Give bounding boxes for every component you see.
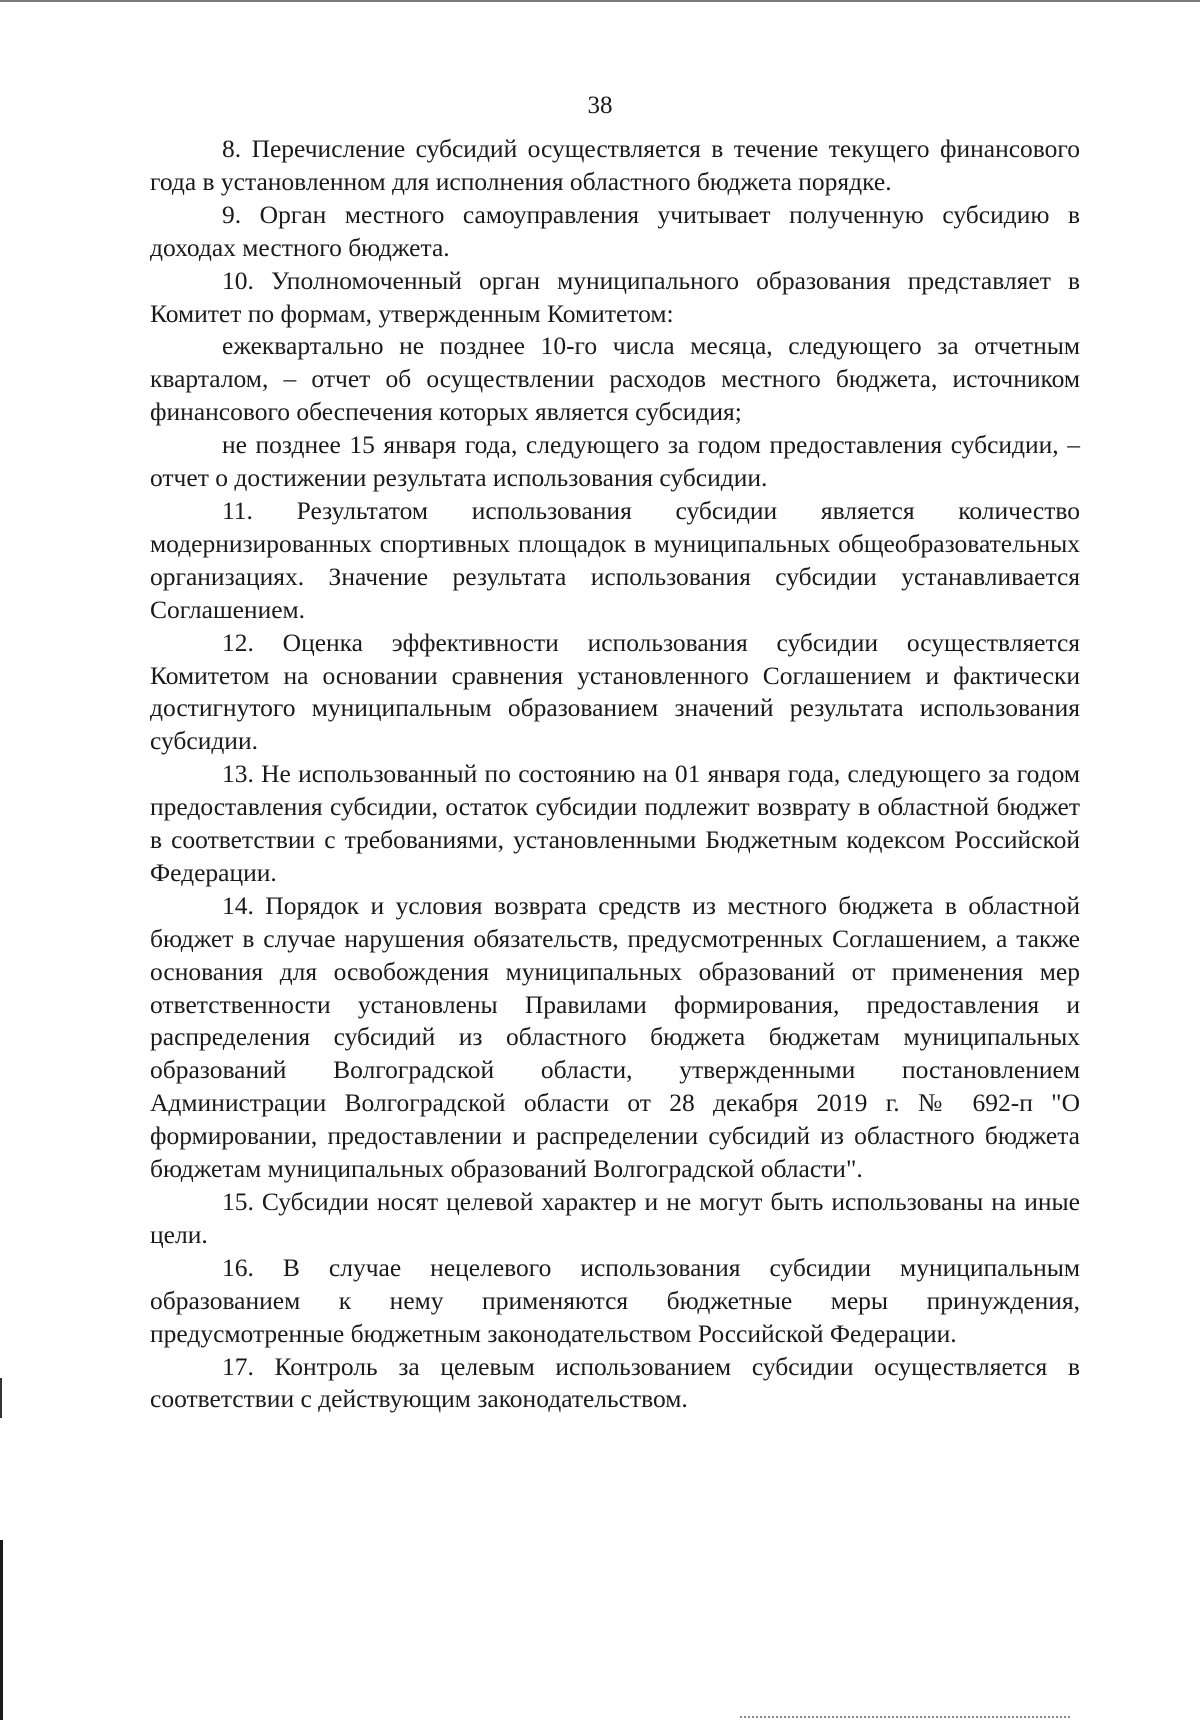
paragraph-17: 17. Контроль за целевым использованием субсидии осуществляется в соответствии с действующим законодательством. (150, 1351, 1080, 1414)
scan-edge-left (0, 1540, 3, 1720)
paragraph-13: 13. Не использованный по состоянию на 01 января года, следующего за годом предоставления субсидии, остаток субсидии подлежит возврату в областной бюджет в соответствии с требованиями, установленными Бюджетным кодексом Российской Федерации. (150, 759, 1080, 887)
paragraph-10-annual: не позднее 15 января года, следующего за годом предоставления субсидии, – отчет о достижении результата использования субсидии. (150, 430, 1080, 493)
scan-edge-bottom (740, 1716, 1070, 1720)
scan-edge-left-mark (0, 1378, 2, 1418)
scan-edge-top (0, 0, 1200, 2)
paragraph-9: 9. Орган местного самоуправления учитывает полученную субсидию в доходах местного бюджета. (150, 199, 1080, 262)
paragraph-8: 8. Перечисление субсидий осуществляется в течение текущего финансового года в установленном для исполнения областного бюджета порядке. (150, 134, 1080, 196)
paragraph-14: 14. Порядок и условия возврата средств из местного бюджета в областной бюджет в случае нарушения обязательств, предусмотренных Соглашением, а также основания для освобождения муниципальных образований от применения мер ответственности установлены Правилами формирования, предоставления и распределения субсидий из областного бюджета бюджетам муниципальных образований Волгоградской области, утвержденными постановлением Администрации Волгоградской области от 28 декабря 2019 г. № 692-п "О формировании, предоставлении и распределении субсидий из областного бюджета бюджетам муниципальных образований Волгоградской области". (150, 890, 1080, 1184)
paragraph-10-quarterly: ежеквартально не позднее 10-го числа месяца, следующего за отчетным кварталом, – отчет об осуществлении расходов местного бюджета, источником финансового обеспечения которых является субсидия; (150, 331, 1080, 427)
paragraph-10: 10. Уполномоченный орган муниципального образования представляет в Комитет по формам, утвержденным Комитетом: (150, 265, 1080, 328)
paragraph-11: 11. Результатом использования субсидии является количество модернизированных спортивных площадок в муниципальных общеобразовательных организациях. Значение результата использования субсидии устанавливается Соглашением. (150, 495, 1080, 624)
paragraph-12: 12. Оценка эффективности использования субсидии осуществляется Комитетом на основании сравнения установленного Соглашением и фактически достигнутого муниципальным образованием значений результата использования субсидии. (150, 627, 1080, 756)
paragraph-15: 15. Субсидии носят целевой характер и не могут быть использованы на иные цели. (150, 1187, 1080, 1249)
document-body (150, 133, 1080, 1416)
page-number: 38 (587, 92, 613, 119)
paragraph-16: 16. В случае нецелевого использования субсидии муниципальным образованием к нему применяются бюджетные меры принуждения, предусмотренные бюджетным законодательством Российской Федерации. (150, 1252, 1080, 1348)
